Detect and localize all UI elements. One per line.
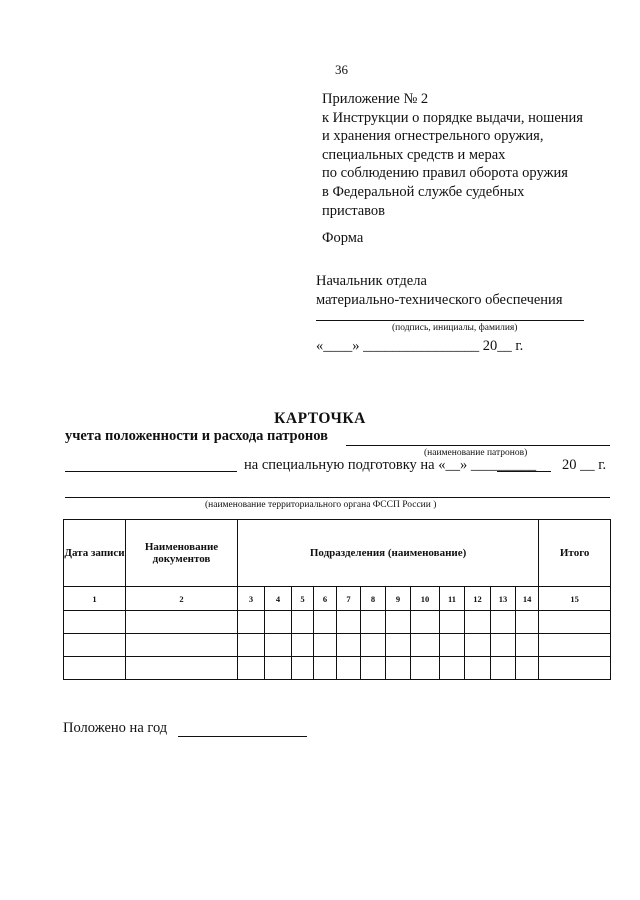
appendix-line: специальных средств и мерах — [322, 146, 506, 163]
table-cell[interactable] — [386, 611, 411, 634]
signature-caption: (подпись, инициалы, фамилия) — [392, 323, 518, 333]
table-cell[interactable] — [64, 634, 126, 657]
year-text: 20 __ г. — [562, 457, 607, 473]
allotted-field[interactable] — [178, 736, 307, 737]
column-number: 2 — [126, 587, 238, 611]
column-number: 1 — [64, 587, 126, 611]
table-cell[interactable] — [411, 657, 440, 680]
table-cell[interactable] — [491, 657, 516, 680]
org-name-field[interactable] — [65, 497, 610, 498]
card-title: КАРТОЧКА — [274, 410, 366, 427]
table-cell[interactable] — [238, 634, 265, 657]
table-cell[interactable] — [386, 657, 411, 680]
table-cell[interactable] — [440, 657, 465, 680]
column-number: 10 — [411, 587, 440, 611]
column-number: 6 — [314, 587, 337, 611]
table-cell[interactable] — [265, 657, 292, 680]
column-number: 12 — [465, 587, 491, 611]
column-number: 4 — [265, 587, 292, 611]
table-cell[interactable] — [516, 657, 539, 680]
table-cell[interactable] — [292, 611, 314, 634]
signature-line[interactable] — [316, 320, 584, 321]
table-row — [64, 657, 611, 680]
table-cell[interactable] — [491, 611, 516, 634]
table-cell[interactable] — [411, 611, 440, 634]
column-number: 9 — [386, 587, 411, 611]
ammo-caption: (наименование патронов) — [424, 448, 528, 458]
table-cell[interactable] — [238, 657, 265, 680]
table-cell[interactable] — [314, 657, 337, 680]
appendix-line: в Федеральной службе судебных — [322, 183, 525, 200]
card-subtitle: учета положенности и расхода патронов — [65, 428, 328, 444]
appendix-line: приставов — [322, 202, 385, 219]
table-cell[interactable] — [440, 611, 465, 634]
approval-title-line: Начальник отдела — [316, 273, 427, 289]
table-cell[interactable] — [292, 657, 314, 680]
column-number: 11 — [440, 587, 465, 611]
table-cell[interactable] — [238, 611, 265, 634]
allotted-label: Положено на год — [63, 720, 168, 736]
table-cell[interactable] — [126, 657, 238, 680]
column-number: 8 — [361, 587, 386, 611]
column-number: 14 — [516, 587, 539, 611]
org-caption: (наименование территориального органа ФССП России ) — [205, 500, 437, 510]
table-cell[interactable] — [64, 611, 126, 634]
table-cell[interactable] — [465, 634, 491, 657]
header-documents: Наименование документов — [126, 520, 238, 587]
column-number: 15 — [539, 587, 611, 611]
ammo-name-field[interactable] — [346, 445, 610, 446]
column-number-row — [64, 587, 611, 611]
header-units: Подразделения (наименование) — [238, 520, 539, 587]
form-label: Форма — [322, 230, 364, 246]
table-cell[interactable] — [337, 657, 361, 680]
table-cell[interactable] — [539, 634, 611, 657]
table-cell[interactable] — [411, 634, 440, 657]
appendix-line: к Инструкции о порядке выдачи, ношения — [322, 109, 583, 126]
table-cell[interactable] — [361, 611, 386, 634]
table-cell[interactable] — [126, 611, 238, 634]
column-number: 13 — [491, 587, 516, 611]
column-number: 7 — [337, 587, 361, 611]
table-cell[interactable] — [265, 634, 292, 657]
table-cell[interactable] — [465, 657, 491, 680]
column-number: 3 — [238, 587, 265, 611]
column-number: 5 — [292, 587, 314, 611]
table-cell[interactable] — [539, 611, 611, 634]
table-cell[interactable] — [126, 634, 238, 657]
approval-block — [316, 272, 563, 309]
table-cell[interactable] — [361, 657, 386, 680]
page-number: 36 — [335, 62, 348, 77]
appendix-header — [322, 90, 583, 220]
table-cell[interactable] — [361, 634, 386, 657]
table-row — [64, 611, 611, 634]
table-cell[interactable] — [314, 634, 337, 657]
table-cell[interactable] — [539, 657, 611, 680]
table-cell[interactable] — [337, 634, 361, 657]
table-header-row — [64, 520, 611, 587]
table-cell[interactable] — [386, 634, 411, 657]
approval-title-line: материально-технического обеспечения — [316, 291, 563, 308]
table-cell[interactable] — [337, 611, 361, 634]
table-cell[interactable] — [64, 657, 126, 680]
table-cell[interactable] — [292, 634, 314, 657]
table-cell[interactable] — [491, 634, 516, 657]
ammo-quantity-field[interactable] — [65, 471, 237, 472]
appendix-line: по соблюдению правил оборота оружия — [322, 165, 568, 182]
appendix-line: Приложение № 2 — [322, 91, 429, 107]
appendix-line: и хранения огнестрельного оружия, — [322, 128, 544, 145]
table-cell[interactable] — [440, 634, 465, 657]
year-field-line[interactable] — [497, 471, 551, 472]
header-total: Итого — [539, 520, 611, 587]
table-cell[interactable] — [516, 634, 539, 657]
table-cell[interactable] — [516, 611, 539, 634]
table-row — [64, 634, 611, 657]
header-date: Дата записи — [64, 520, 126, 587]
approval-date-line: «____» ________________ 20__ г. — [316, 338, 524, 354]
purpose-text: на специальную подготовку на «__» _________ — [244, 457, 537, 473]
table-cell[interactable] — [265, 611, 292, 634]
table-cell[interactable] — [465, 611, 491, 634]
table-cell[interactable] — [314, 611, 337, 634]
ammo-table — [63, 519, 611, 680]
